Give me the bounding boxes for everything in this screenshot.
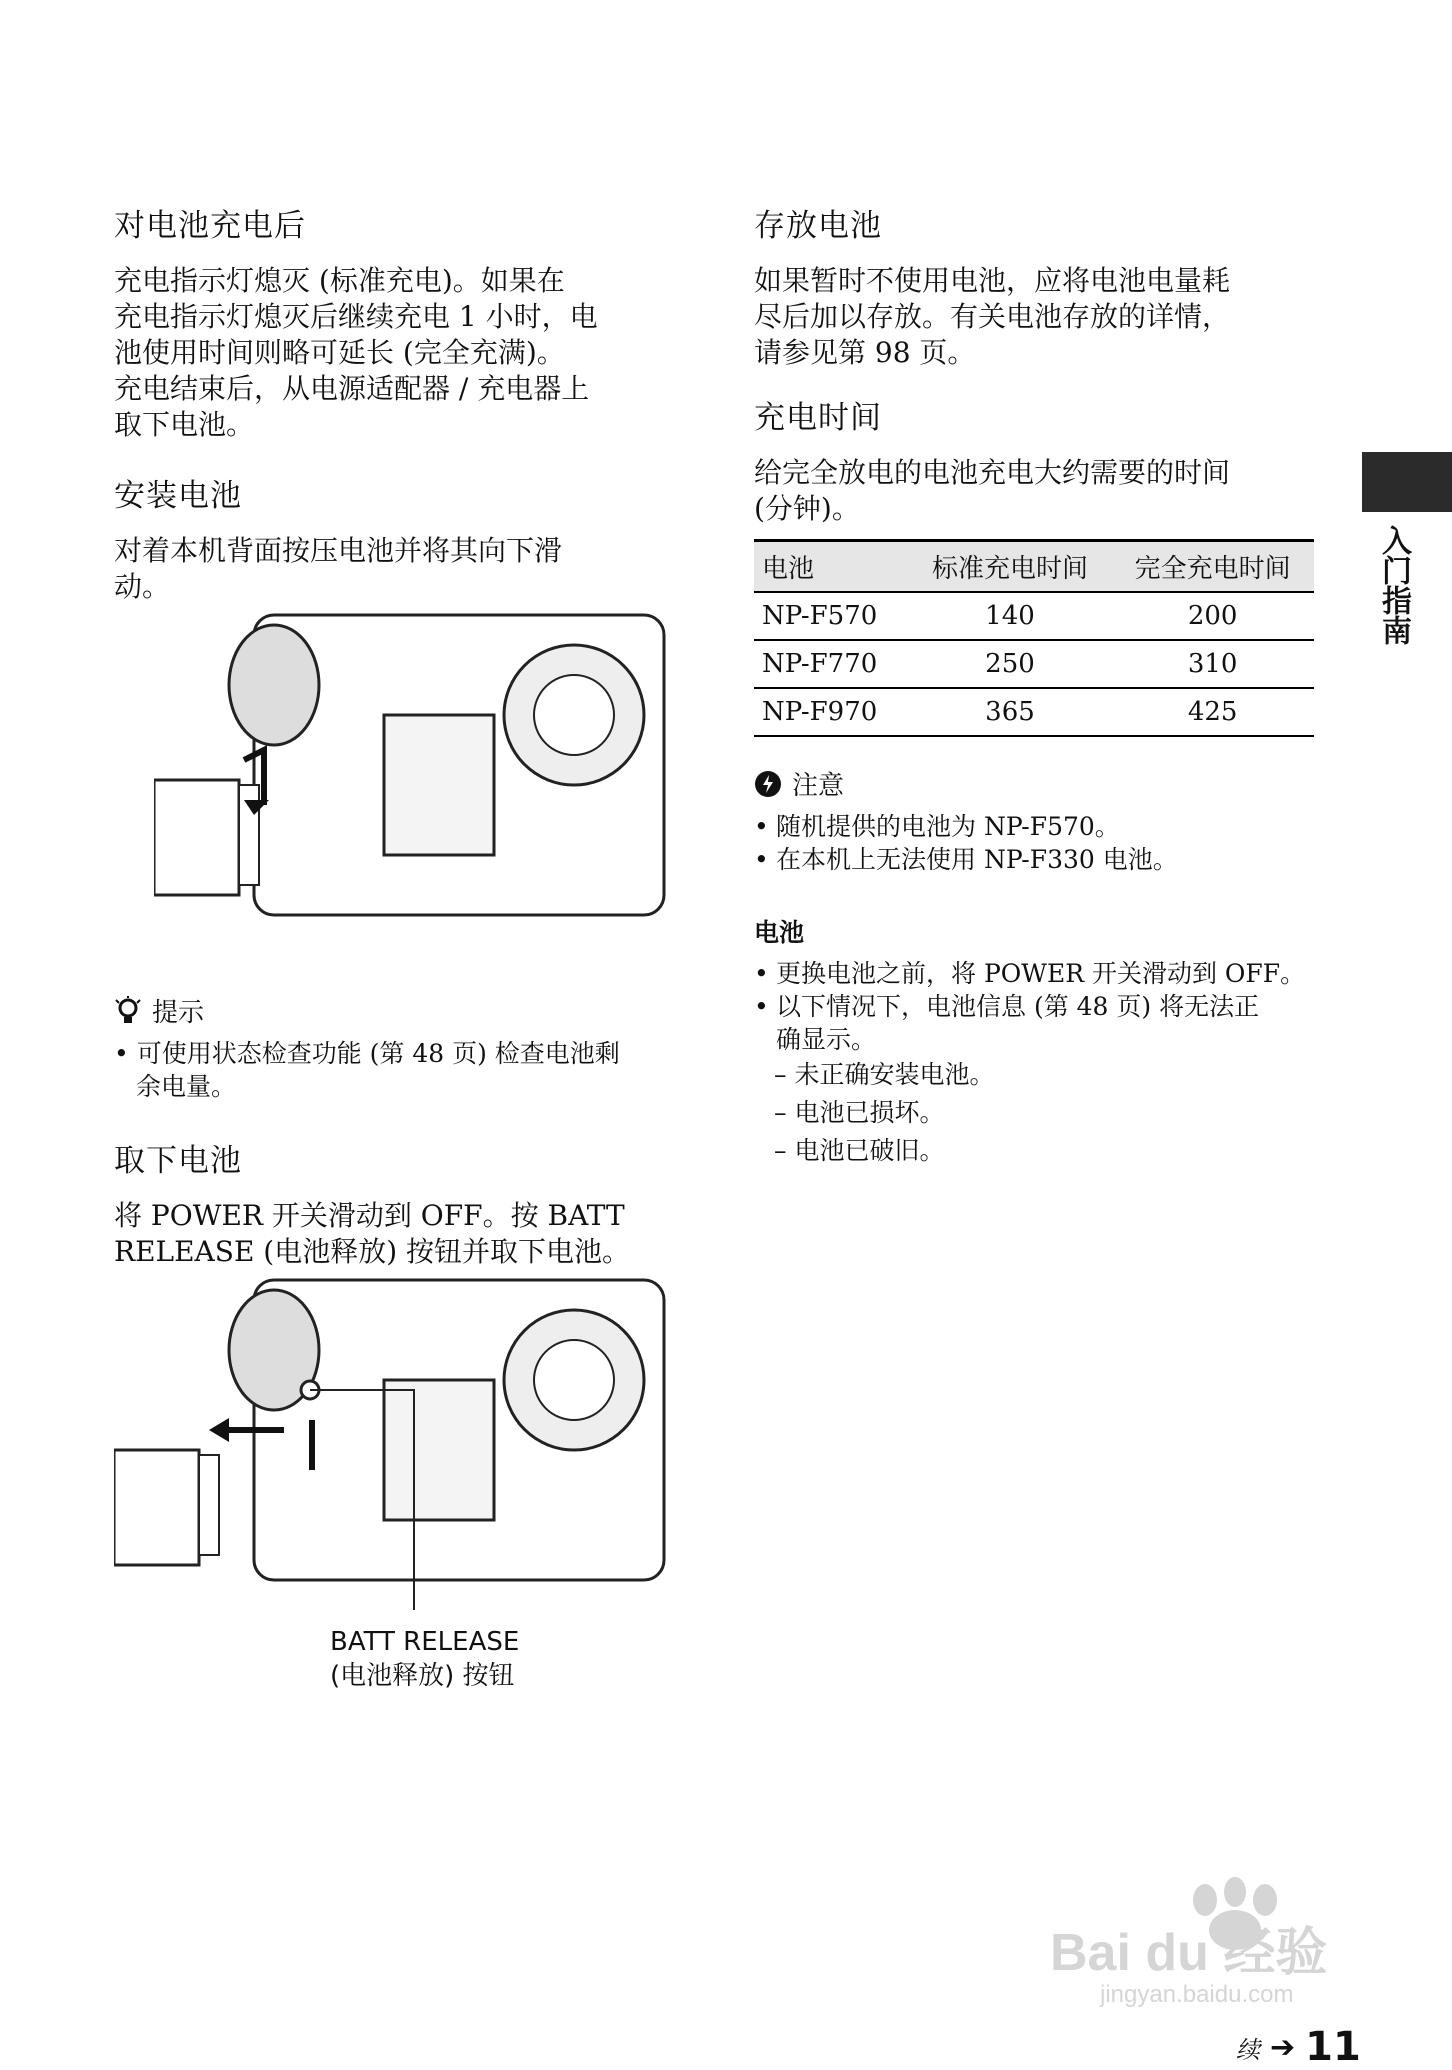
remove-heading: 取下电池 <box>114 1143 242 1179</box>
list-item: – 电池已破旧。 <box>774 1136 945 1165</box>
header-standard-time: 标准充电时间 <box>909 541 1112 593</box>
table-row: NP-F770 250 310 <box>754 640 1314 688</box>
charge-time-table <box>754 539 1314 737</box>
list-item: • 在本机上无法使用 NP-F330 电池。 <box>754 843 1314 876</box>
table-row: NP-F570 140 200 <box>754 592 1314 640</box>
install-heading: 安装电池 <box>114 478 242 514</box>
list-item: • 以下情况下，电池信息 (第 48 页) 将无法正 确显示。 <box>754 990 1314 1056</box>
tip-heading: 提示 <box>114 992 674 1029</box>
list-item: – 电池已损坏。 <box>774 1098 945 1127</box>
list-item: • 更换电池之前，将 POWER 开关滑动到 OFF。 <box>754 957 1314 990</box>
arrow-right-icon: ➔ <box>1270 2029 1296 2065</box>
caution-section <box>754 765 1314 876</box>
tip-section <box>114 992 674 1103</box>
install-text: 对着本机背面按压电池并将其向下滑 动。 <box>114 534 563 603</box>
tip-item: • 可使用状态检查功能 (第 48 页) 检查电池剩 余电量。 <box>114 1039 620 1101</box>
battery-dash-list <box>754 1056 1314 1170</box>
caution-list <box>754 810 1314 876</box>
page-footer <box>1236 2024 1361 2070</box>
battery-notes-heading: 电池 <box>754 918 805 947</box>
remove-battery-illustration <box>114 1270 674 1610</box>
svg-text:Bai du 经验: Bai du 经验 <box>1050 1924 1328 1982</box>
charge-time-text: 给完全放电的电池充电大约需要的时间 (分钟)。 <box>754 456 1231 525</box>
after-charge-section <box>114 200 674 443</box>
remove-text: 将 POWER 开关滑动到 OFF。按 BATT RELEASE (电池释放) 按钮并取下电池。 <box>114 1199 631 1268</box>
install-section <box>114 470 674 605</box>
charge-time-heading: 充电时间 <box>754 400 882 436</box>
charge-time-section <box>754 392 1314 737</box>
baidu-watermark <box>1030 1870 1360 2010</box>
section-tab-label: 入门指南 <box>1376 525 1411 645</box>
table-header-row <box>754 541 1314 593</box>
battery-notes-section <box>754 913 1314 1170</box>
lightbulb-icon <box>114 996 142 1026</box>
list-item: – 未正确安装电池。 <box>774 1060 995 1089</box>
storage-section <box>754 200 1314 371</box>
batt-release-callout: BATT RELEASE (电池释放) 按钮 <box>330 1627 520 1691</box>
storage-heading: 存放电池 <box>754 208 882 244</box>
remove-section <box>114 1135 674 1270</box>
header-battery: 电池 <box>754 541 909 593</box>
after-charge-heading: 对电池充电后 <box>114 208 306 244</box>
install-battery-illustration <box>154 605 674 925</box>
caution-heading: 注意 <box>754 765 1314 802</box>
svg-text:jingyan.baidu.com: jingyan.baidu.com <box>1100 1981 1294 2008</box>
caution-icon <box>754 770 782 798</box>
list-item: • 随机提供的电池为 NP-F570。 <box>754 810 1314 843</box>
table-row: NP-F970 365 425 <box>754 688 1314 736</box>
storage-text: 如果暂时不使用电池，应将电池电量耗 尽后加以存放。有关电池存放的详情， 请参见第 98 页。 <box>754 264 1231 369</box>
header-full-time: 完全充电时间 <box>1111 541 1314 593</box>
after-charge-text: 充电指示灯熄灭 (标准充电)。如果在 充电指示灯熄灭后继续充电 1 小时，电 池使用时间则略可延长 (完全充满)。 充电结束后，从电源适配器 / 充电器上 取下电池。 <box>114 264 598 441</box>
battery-notes-list <box>754 957 1314 1056</box>
continued-label: 续 <box>1236 2035 1260 2064</box>
page-number: 11 <box>1305 2024 1361 2070</box>
section-tab-marker <box>1362 452 1452 512</box>
